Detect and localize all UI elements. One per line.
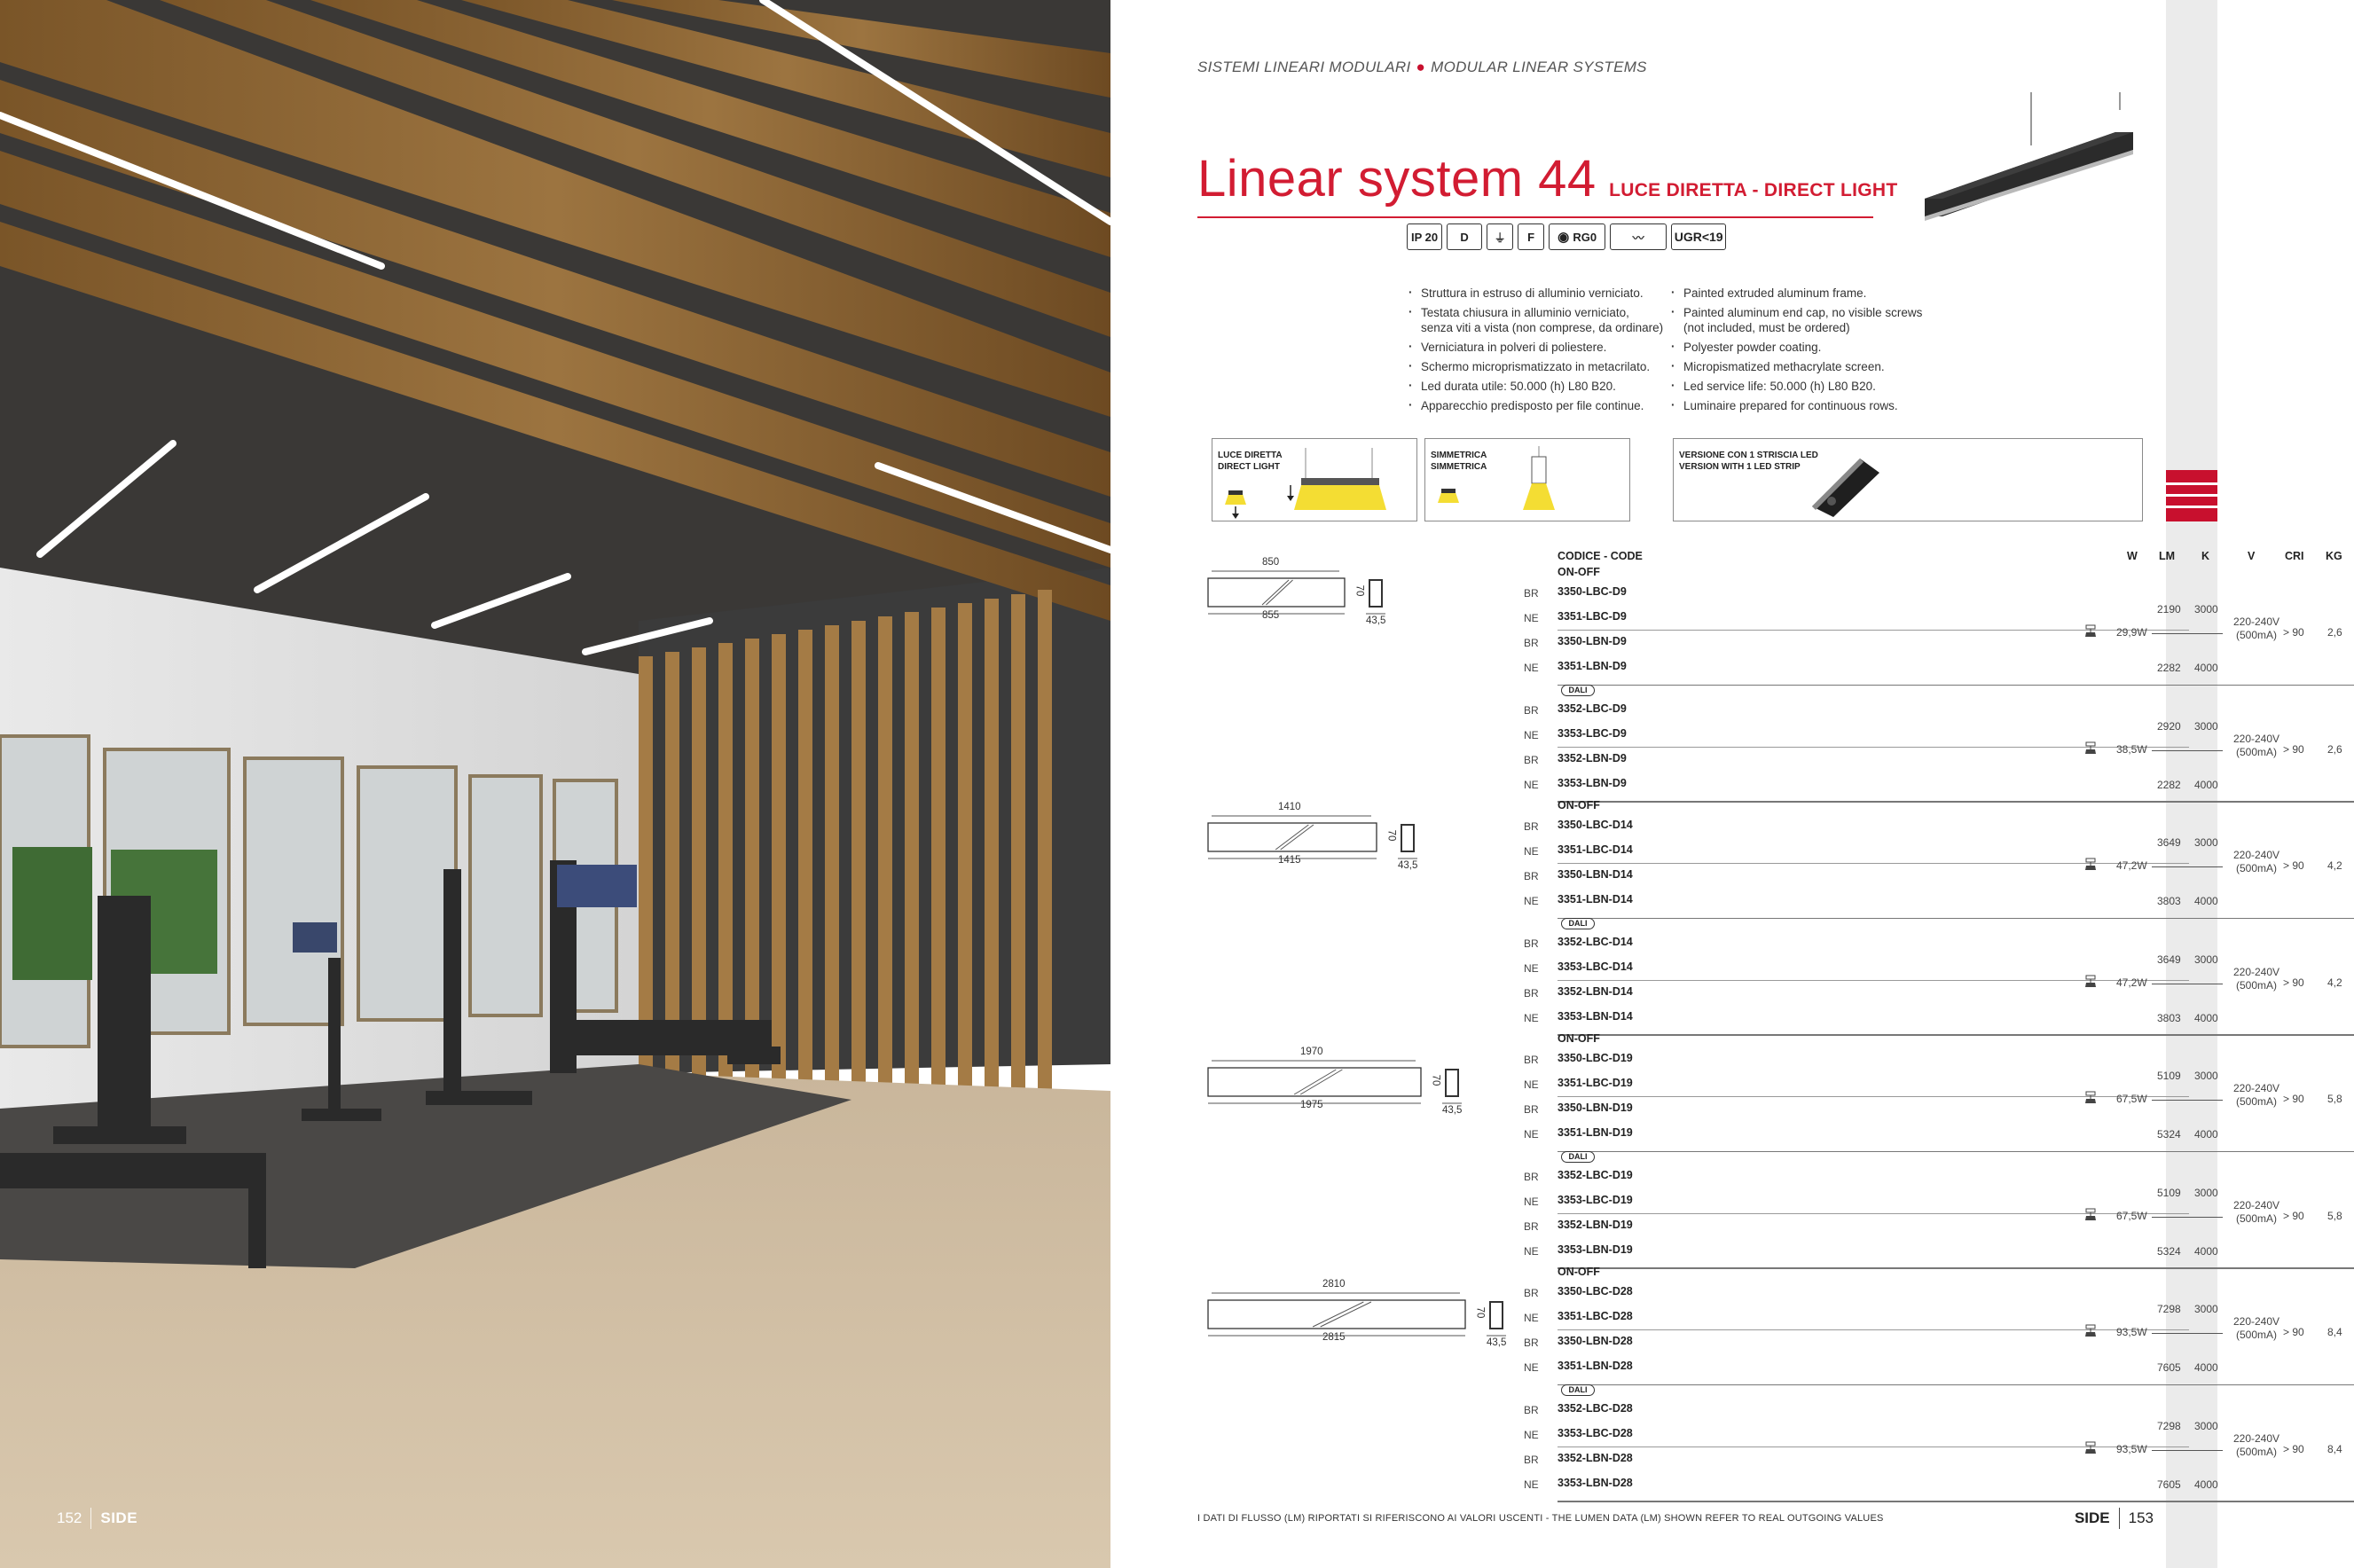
feature-it-item: · Verniciatura in polveri di poliestere. bbox=[1407, 340, 1664, 355]
suspension-lamp-icon bbox=[2084, 1441, 2097, 1455]
kelvin-4000: 4000 bbox=[2194, 1244, 2218, 1258]
product-code: 3353-LBN-D14 bbox=[1558, 1009, 1633, 1023]
finish-code: BR bbox=[1524, 703, 1539, 717]
code-group bbox=[1524, 1266, 2354, 1388]
code-group bbox=[1524, 566, 2354, 688]
code-group bbox=[1524, 918, 2354, 1039]
driver-icon: 〰 bbox=[1610, 223, 1667, 250]
weight-value: 2,6 bbox=[2327, 626, 2342, 639]
header-code: CODICE - CODE bbox=[1558, 550, 1643, 562]
weight-value: 4,2 bbox=[2327, 976, 2342, 989]
code-group bbox=[1524, 1151, 2354, 1272]
finish-code: BR bbox=[1524, 1453, 1539, 1466]
voltage: 220-240V (500mA) bbox=[2232, 1082, 2280, 1108]
value-divider bbox=[2152, 750, 2223, 751]
cri-value: > 90 bbox=[2283, 976, 2304, 989]
certification-badges bbox=[1407, 223, 1726, 250]
direct-light-diagram-icon bbox=[1212, 439, 1418, 522]
left-folio bbox=[57, 1508, 137, 1529]
kelvin-3000: 3000 bbox=[2194, 953, 2218, 966]
value-divider bbox=[2152, 1333, 2223, 1334]
breadcrumb-en: MODULAR LINEAR SYSTEMS bbox=[1431, 59, 1647, 75]
lumen-3000: 5109 bbox=[2157, 1070, 2181, 1082]
product-code: 3353-LBC-D9 bbox=[1558, 726, 1627, 740]
finish-code: BR bbox=[1524, 587, 1539, 600]
kelvin-3000: 3000 bbox=[2194, 1419, 2218, 1432]
dimension-height-label: 70 bbox=[1430, 1074, 1441, 1086]
finish-code: NE bbox=[1524, 961, 1539, 975]
finish-code: BR bbox=[1524, 820, 1539, 833]
suspension-lamp-icon bbox=[2084, 1208, 2097, 1222]
dimension-bottom-label: 2815 bbox=[1322, 1332, 1346, 1343]
finish-code: BR bbox=[1524, 1403, 1539, 1416]
table-row bbox=[1524, 1473, 2354, 1498]
dimension-height-label: 70 bbox=[1385, 829, 1397, 842]
wattage: 47,2W bbox=[2116, 976, 2147, 989]
lumen-4000: 5324 bbox=[2157, 1244, 2181, 1258]
dimension-bottom-label: 1975 bbox=[1300, 1100, 1323, 1110]
feature-it-item: · Schermo microprismatizzato in metacrilato. bbox=[1407, 359, 1664, 374]
ground-icon: ⏚ bbox=[1487, 223, 1513, 250]
lumen-4000: 2282 bbox=[2157, 662, 2181, 674]
product-code: 3350-LBC-D28 bbox=[1558, 1285, 1633, 1298]
ip20-badge: IP 20 bbox=[1407, 223, 1442, 250]
symmetric-label: SIMMETRICA SIMMETRICA bbox=[1431, 451, 1487, 472]
suspension-lamp-icon bbox=[2084, 858, 2097, 872]
finish-code: NE bbox=[1524, 1195, 1539, 1208]
code-group bbox=[1524, 799, 2354, 921]
lumen-3000: 5109 bbox=[2157, 1186, 2181, 1199]
group-divider bbox=[1558, 685, 2354, 686]
product-code: 3352-LBC-D28 bbox=[1558, 1401, 1633, 1415]
lumen-4000: 7605 bbox=[2157, 1478, 2181, 1491]
header-kg: KG bbox=[2326, 550, 2342, 562]
finish-code: NE bbox=[1524, 1428, 1539, 1441]
table-row bbox=[1524, 1282, 2354, 1306]
group-divider bbox=[1558, 1151, 2354, 1153]
cri-value: > 90 bbox=[2283, 742, 2304, 756]
feature-it-item: · Led durata utile: 50.000 (h) L80 B20. bbox=[1407, 379, 1664, 394]
product-code: 3352-LBN-D9 bbox=[1558, 751, 1627, 764]
product-code: 3351-LBN-D14 bbox=[1558, 893, 1633, 906]
ugr-badge: UGR<19 bbox=[1671, 223, 1726, 250]
feature-en-item: · Painted aluminum end cap, no visible screws (not included, must be ordered) bbox=[1669, 305, 1926, 335]
header-k: K bbox=[2201, 550, 2210, 562]
finish-code: BR bbox=[1524, 1219, 1539, 1233]
product-code: 3350-LBN-D19 bbox=[1558, 1102, 1633, 1114]
weight-value: 5,8 bbox=[2327, 1093, 2342, 1105]
wattage: 93,5W bbox=[2116, 1326, 2147, 1338]
group-divider bbox=[1558, 1501, 2354, 1502]
dimension-bottom-label: 1415 bbox=[1278, 855, 1301, 866]
kelvin-4000: 4000 bbox=[2194, 895, 2218, 907]
kelvin-4000: 4000 bbox=[2194, 1011, 2218, 1024]
dimension-width-label: 43,5 bbox=[1398, 860, 1418, 871]
finish-code: BR bbox=[1524, 986, 1539, 1000]
product-code: 3352-LBN-D14 bbox=[1558, 984, 1633, 998]
weight-value: 8,4 bbox=[2327, 1442, 2342, 1455]
product-code: 3351-LBN-D28 bbox=[1558, 1360, 1633, 1372]
suspension-lamp-icon bbox=[2084, 624, 2097, 639]
value-divider bbox=[2152, 633, 2223, 634]
product-code: 3353-LBN-D19 bbox=[1558, 1243, 1633, 1256]
dimension-drawing bbox=[1206, 1047, 1487, 1116]
product-code: 3353-LBN-D28 bbox=[1558, 1476, 1633, 1489]
header-lm: LM bbox=[2159, 550, 2176, 562]
product-title: Linear system 44 bbox=[1197, 150, 1597, 208]
table-row bbox=[1524, 932, 2354, 957]
voltage: 220-240V (500mA) bbox=[2232, 965, 2280, 992]
lumen-4000: 2282 bbox=[2157, 778, 2181, 791]
weight-value: 5,8 bbox=[2327, 1209, 2342, 1222]
finish-code: NE bbox=[1524, 1312, 1539, 1324]
product-code: 3352-LBN-D28 bbox=[1558, 1451, 1633, 1464]
kelvin-3000: 3000 bbox=[2194, 1303, 2218, 1315]
weight-value: 2,6 bbox=[2327, 742, 2342, 756]
header-cri: CRI bbox=[2285, 550, 2304, 562]
group-divider bbox=[1558, 918, 2354, 920]
profile-section-icon bbox=[1674, 439, 2144, 522]
folio-separator bbox=[90, 1508, 91, 1529]
folio-separator bbox=[2119, 1508, 2120, 1529]
feature-en-item: · Polyester powder coating. bbox=[1669, 340, 1926, 355]
title-underline bbox=[1197, 216, 1873, 218]
table-row bbox=[1524, 1399, 2354, 1423]
table-row bbox=[1524, 1165, 2354, 1190]
dali-icon: DALI bbox=[1561, 1384, 1595, 1396]
kelvin-3000: 3000 bbox=[2194, 719, 2218, 733]
voltage: 220-240V (500mA) bbox=[2232, 1198, 2280, 1225]
kelvin-3000: 3000 bbox=[2194, 836, 2218, 849]
group-divider bbox=[1558, 1034, 2354, 1036]
dali-icon: DALI bbox=[1561, 1151, 1595, 1163]
dimension-drawing bbox=[1206, 802, 1442, 871]
breadcrumb bbox=[1197, 59, 1647, 76]
table-row bbox=[1524, 1007, 2354, 1031]
suspension-lamp-icon bbox=[2084, 975, 2097, 989]
symmetric-box bbox=[1424, 438, 1630, 521]
lumen-3000: 2190 bbox=[2157, 603, 2181, 615]
cri-value: > 90 bbox=[2283, 1209, 2304, 1222]
product-code: 3352-LBC-D19 bbox=[1558, 1168, 1633, 1181]
right-page-number: 153 bbox=[2128, 1509, 2154, 1526]
product-code: 3352-LBN-D19 bbox=[1558, 1218, 1633, 1231]
feature-it-item: · Testata chiusura in alluminio verniciato, senza viti a vista (non comprese, da ordinare) bbox=[1407, 305, 1664, 335]
lumen-3000: 7298 bbox=[2157, 1303, 2181, 1315]
feature-en-item: · Luminaire prepared for continuous rows. bbox=[1669, 398, 1926, 413]
lumen-3000: 3649 bbox=[2157, 953, 2181, 966]
voltage: 220-240V (500mA) bbox=[2232, 849, 2280, 874]
feature-en-item: · Led service life: 50.000 (h) L80 B20. bbox=[1669, 379, 1926, 394]
product-code: 3350-LBN-D14 bbox=[1558, 868, 1633, 881]
table-row bbox=[1524, 1048, 2354, 1073]
direct-light-label: LUCE DIRETTA DIRECT LIGHT bbox=[1218, 451, 1283, 472]
kelvin-3000: 3000 bbox=[2194, 603, 2218, 615]
table-row bbox=[1524, 773, 2354, 798]
lumen-footnote: I DATI DI FLUSSO (LM) RIPORTATI SI RIFERISCONO AI VALORI USCENTI - THE LUMEN DATA (LM) SHOWN REFER TO REAL OUTGOING VALUES bbox=[1197, 1513, 1884, 1524]
table-row bbox=[1524, 1240, 2354, 1265]
finish-code: BR bbox=[1524, 1170, 1539, 1183]
wattage: 93,5W bbox=[2116, 1442, 2147, 1455]
lumen-4000: 3803 bbox=[2157, 895, 2181, 907]
code-group bbox=[1524, 685, 2354, 805]
lumen-3000: 2920 bbox=[2157, 719, 2181, 733]
code-group bbox=[1524, 1032, 2354, 1155]
product-code: 3352-LBC-D14 bbox=[1558, 935, 1633, 948]
product-code: 3353-LBC-D19 bbox=[1558, 1193, 1633, 1206]
dali-icon: DALI bbox=[1561, 685, 1595, 696]
d-class-badge bbox=[1447, 223, 1482, 250]
cri-value: > 90 bbox=[2283, 1093, 2304, 1105]
product-code: 3350-LBC-D19 bbox=[1558, 1052, 1633, 1064]
voltage: 220-240V (500mA) bbox=[2232, 732, 2280, 758]
lumen-3000: 3649 bbox=[2157, 836, 2181, 849]
finish-code: NE bbox=[1524, 1128, 1539, 1141]
features-italian bbox=[1407, 286, 1664, 418]
product-code: 3351-LBC-D19 bbox=[1558, 1077, 1633, 1089]
lumen-4000: 3803 bbox=[2157, 1011, 2181, 1024]
feature-en-item: · Micropismatized methacrylate screen. bbox=[1669, 359, 1926, 374]
page-title bbox=[1197, 149, 1898, 208]
breadcrumb-dot-icon: ● bbox=[1416, 59, 1426, 75]
finish-code: NE bbox=[1524, 662, 1539, 674]
finish-code: NE bbox=[1524, 612, 1539, 624]
voltage: 220-240V (500mA) bbox=[2232, 1431, 2280, 1458]
table-header bbox=[1524, 550, 2354, 564]
dimension-drawing bbox=[1206, 557, 1410, 626]
voltage: 220-240V (500mA) bbox=[2232, 615, 2280, 641]
dali-icon: DALI bbox=[1561, 918, 1595, 929]
product-code: 3350-LBN-D9 bbox=[1558, 635, 1627, 647]
value-divider bbox=[2152, 1450, 2223, 1451]
finish-code: BR bbox=[1524, 870, 1539, 882]
led-strip-label: VERSIONE CON 1 STRISCIA LED VERSION WITH 1 LED STRIP bbox=[1679, 451, 1818, 472]
table-row bbox=[1524, 699, 2354, 724]
product-code: 3353-LBC-D14 bbox=[1558, 960, 1633, 973]
finish-code: BR bbox=[1524, 1337, 1539, 1349]
finish-code: NE bbox=[1524, 1078, 1539, 1091]
dimension-top-label: 1970 bbox=[1300, 1047, 1323, 1057]
symmetric-diagram-icon bbox=[1425, 439, 1631, 522]
dimension-bottom-label: 855 bbox=[1262, 610, 1280, 621]
gym-interior-photo bbox=[0, 0, 1110, 1568]
on-off-label: ON-OFF bbox=[1558, 799, 1600, 811]
weight-value: 4,2 bbox=[2327, 859, 2342, 872]
product-code: 3350-LBC-D9 bbox=[1558, 585, 1627, 598]
direct-light-box bbox=[1212, 438, 1417, 521]
rg0-eye-icon: ◉ RG0 bbox=[1549, 223, 1605, 250]
rg0-label: RG0 bbox=[1573, 230, 1597, 244]
dimension-width-label: 43,5 bbox=[1366, 615, 1386, 626]
led-strip-box bbox=[1673, 438, 2143, 521]
feature-it-item: · Apparecchio predisposto per file continue. bbox=[1407, 398, 1664, 413]
kelvin-4000: 4000 bbox=[2194, 1478, 2218, 1491]
finish-code: BR bbox=[1524, 637, 1539, 649]
dimension-height-label: 70 bbox=[1354, 584, 1365, 597]
kelvin-4000: 4000 bbox=[2194, 778, 2218, 791]
dimension-top-label: 1410 bbox=[1278, 802, 1301, 812]
wattage: 29,9W bbox=[2116, 626, 2147, 639]
kelvin-4000: 4000 bbox=[2194, 1128, 2218, 1141]
table-row bbox=[1524, 890, 2354, 914]
kelvin-3000: 3000 bbox=[2194, 1070, 2218, 1082]
finish-code: NE bbox=[1524, 728, 1539, 741]
suspension-lamp-icon bbox=[2084, 1324, 2097, 1338]
right-section-name: SIDE bbox=[2074, 1509, 2110, 1526]
lumen-4000: 7605 bbox=[2157, 1361, 2181, 1374]
dimension-top-label: 850 bbox=[1262, 557, 1280, 568]
wattage: 67,5W bbox=[2116, 1209, 2147, 1222]
product-code: 3351-LBC-D14 bbox=[1558, 843, 1633, 856]
header-w: W bbox=[2127, 550, 2138, 562]
value-divider bbox=[2152, 1100, 2223, 1101]
wattage: 38,5W bbox=[2116, 742, 2147, 756]
kelvin-4000: 4000 bbox=[2194, 1361, 2218, 1374]
feature-it-item: · Struttura in estruso di alluminio verniciato. bbox=[1407, 286, 1664, 301]
finish-code: BR bbox=[1524, 1287, 1539, 1299]
code-group bbox=[1524, 1384, 2354, 1505]
group-divider bbox=[1558, 801, 2354, 803]
lumen-4000: 5324 bbox=[2157, 1128, 2181, 1141]
dimension-width-label: 43,5 bbox=[1487, 1337, 1507, 1348]
finish-code: NE bbox=[1524, 845, 1539, 858]
finish-code: NE bbox=[1524, 1478, 1539, 1491]
product-code: 3350-LBC-D14 bbox=[1558, 819, 1633, 831]
table-row bbox=[1524, 1123, 2354, 1148]
product-code: 3351-LBN-D9 bbox=[1558, 660, 1627, 672]
left-section-name: SIDE bbox=[100, 1509, 138, 1526]
finish-code: NE bbox=[1524, 1011, 1539, 1024]
cri-value: > 90 bbox=[2283, 626, 2304, 639]
d-class-label: D bbox=[1460, 230, 1469, 244]
left-page-number: 152 bbox=[57, 1509, 82, 1526]
lumen-3000: 7298 bbox=[2157, 1419, 2181, 1432]
finish-code: BR bbox=[1524, 1054, 1539, 1066]
table-row bbox=[1524, 656, 2354, 681]
value-divider bbox=[2152, 1217, 2223, 1218]
right-folio bbox=[2075, 1508, 2154, 1529]
product-code: 3353-LBC-D28 bbox=[1558, 1426, 1633, 1439]
on-off-label: ON-OFF bbox=[1558, 1266, 1600, 1278]
table-row bbox=[1524, 1356, 2354, 1381]
header-v: V bbox=[2248, 550, 2256, 562]
product-code: 3353-LBN-D9 bbox=[1558, 776, 1627, 789]
suspension-lamp-icon bbox=[2084, 1091, 2097, 1105]
finish-code: BR bbox=[1524, 937, 1539, 950]
wattage: 47,2W bbox=[2116, 859, 2147, 872]
dimension-height-label: 70 bbox=[1474, 1306, 1486, 1319]
product-spec-page bbox=[1110, 0, 2342, 1568]
finish-code: NE bbox=[1524, 1361, 1539, 1374]
kelvin-3000: 3000 bbox=[2194, 1186, 2218, 1199]
finish-code: NE bbox=[1524, 1244, 1539, 1258]
cri-value: > 90 bbox=[2283, 1326, 2304, 1338]
cri-value: > 90 bbox=[2283, 859, 2304, 872]
section-tab bbox=[2166, 470, 2217, 521]
product-code: 3350-LBN-D28 bbox=[1558, 1335, 1633, 1347]
dimension-top-label: 2810 bbox=[1322, 1279, 1346, 1290]
f-mark-badge: F bbox=[1518, 223, 1544, 250]
weight-value: 8,4 bbox=[2327, 1326, 2342, 1338]
breadcrumb-it: SISTEMI LINEARI MODULARI bbox=[1197, 59, 1411, 75]
finish-code: NE bbox=[1524, 895, 1539, 907]
on-off-label: ON-OFF bbox=[1558, 1032, 1600, 1045]
kelvin-4000: 4000 bbox=[2194, 662, 2218, 674]
table-row bbox=[1524, 582, 2354, 607]
dimension-drawing bbox=[1206, 1279, 1531, 1348]
product-subtitle: LUCE DIRETTA - DIRECT LIGHT bbox=[1609, 180, 1898, 200]
suspension-lamp-icon bbox=[2084, 741, 2097, 756]
product-code: 3351-LBC-D9 bbox=[1558, 610, 1627, 623]
product-code: 3351-LBC-D28 bbox=[1558, 1310, 1633, 1322]
luminaire-photo bbox=[1916, 92, 2138, 225]
dimension-width-label: 43,5 bbox=[1442, 1105, 1463, 1116]
finish-code: BR bbox=[1524, 1103, 1539, 1116]
feature-en-item: · Painted extruded aluminum frame. bbox=[1669, 286, 1926, 301]
voltage: 220-240V (500mA) bbox=[2232, 1315, 2280, 1341]
finish-code: NE bbox=[1524, 778, 1539, 791]
on-off-label: ON-OFF bbox=[1558, 566, 1600, 578]
group-divider bbox=[1558, 1384, 2354, 1386]
table-row bbox=[1524, 815, 2354, 840]
cri-value: > 90 bbox=[2283, 1442, 2304, 1455]
features-english bbox=[1669, 286, 1926, 418]
wattage: 67,5W bbox=[2116, 1093, 2147, 1105]
product-code: 3352-LBC-D9 bbox=[1558, 702, 1627, 715]
product-code: 3351-LBN-D19 bbox=[1558, 1126, 1633, 1139]
group-divider bbox=[1558, 1267, 2354, 1269]
value-divider bbox=[2152, 866, 2223, 867]
finish-code: BR bbox=[1524, 753, 1539, 766]
